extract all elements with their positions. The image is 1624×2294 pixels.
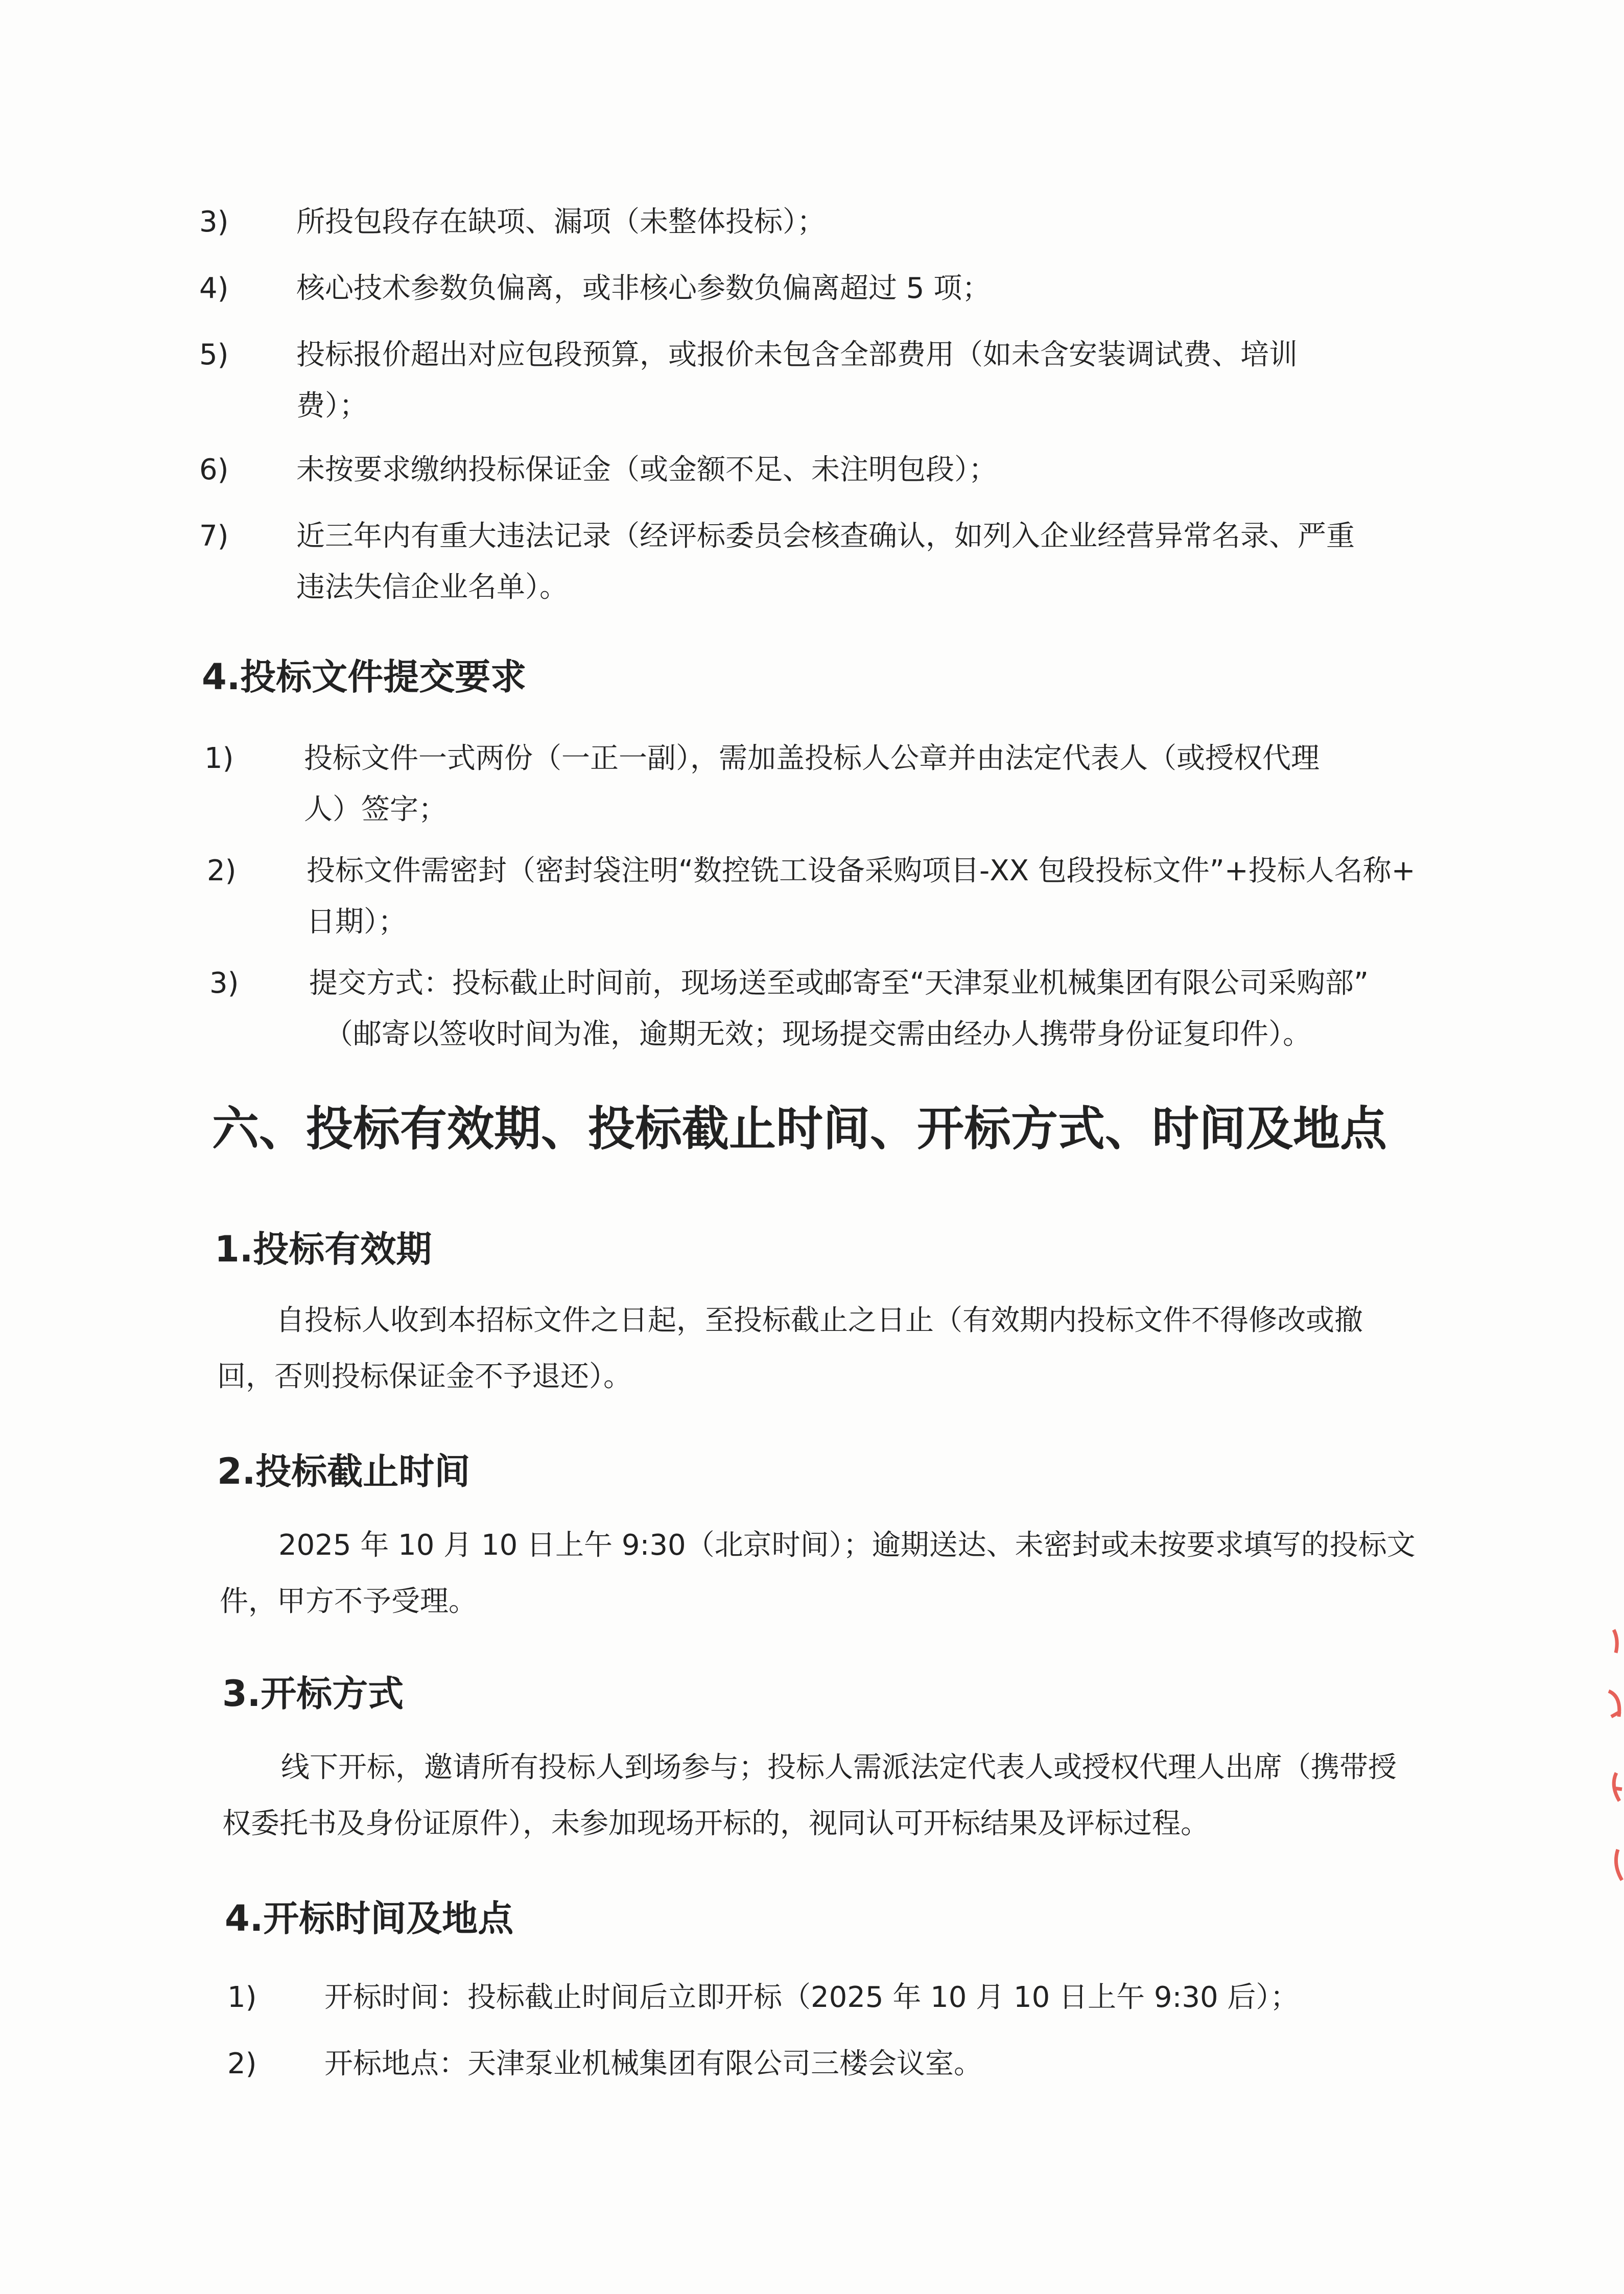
- paragraph-line: 回，否则投标保证金不予退还）。: [217, 1360, 632, 1393]
- item-number: 3): [199, 205, 229, 239]
- item-text: 核心技术参数负偏离，或非核心参数负偏离超过 5 项；: [296, 272, 991, 305]
- item-number: 1): [227, 1981, 257, 2014]
- seal-stamp-icon: [1593, 1625, 1624, 1901]
- item-text: [304, 725, 1530, 843]
- paragraph-line: 线下开标，邀请所有投标人到场参与；投标人需派法定代表人或授权代理人出席（携带授: [281, 1751, 1397, 1784]
- paragraph-line: 权委托书及身份证原件），未参加现场开标的，视同认可开标结果及评标过程。: [222, 1807, 1209, 1840]
- item-number: 7): [199, 520, 229, 553]
- item-number: 1): [204, 742, 234, 775]
- item-text: 开标时间：投标截止时间后立即开标（2025 年 10 月 10 日上午 9:30 后）；: [324, 1981, 1299, 2014]
- item-text-line: 日期）；: [307, 905, 407, 939]
- seal-stroke: [1614, 1773, 1622, 1801]
- item-number: 4): [199, 272, 229, 305]
- paragraph-line: 件，甲方不予受理。: [220, 1585, 477, 1618]
- item-text: [296, 503, 1522, 621]
- paragraph: [220, 1512, 1456, 1635]
- item-text-line: 投标报价超出对应包段预算，或报价未包含全部费用（如未含安装调试费、培训: [296, 338, 1298, 371]
- item-text: 开标地点：天津泵业机械集团有限公司三楼会议室。: [324, 2047, 982, 2080]
- item-text-line: 费）；: [296, 389, 368, 423]
- item-text-line: 违法失信企业名单）。: [296, 571, 568, 604]
- item-text: 未按要求缴纳投标保证金（或金额不足、未注明包段）；: [296, 453, 997, 486]
- item-text-line: （邮寄以签收时间为准，逾期无效；现场提交需由经办人携带身份证复印件）。: [324, 1018, 1311, 1051]
- section-heading: 1.投标有效期: [215, 1228, 432, 1270]
- item-text-line: 人）签字；: [304, 793, 447, 826]
- paragraph-line: 自投标人收到本招标文件之日起，至投标截止之日止（有效期内投标文件不得修改或撤: [276, 1304, 1363, 1337]
- item-number: 3): [209, 967, 239, 1000]
- seal-stroke: [1609, 1691, 1620, 1717]
- item-number: 2): [227, 2047, 257, 2080]
- item-text-line: 近三年内有重大违法记录（经评标委员会核查确认，如列入企业经营异常名录、严重: [296, 520, 1355, 553]
- section-heading: 3.开标方式: [222, 1673, 404, 1715]
- seal-stroke: [1614, 1630, 1617, 1653]
- item-text-line: 提交方式：投标截止时间前，现场送至或邮寄至“天津泵业机械集团有限公司采购部”: [309, 967, 1369, 1000]
- item-text: [296, 322, 1522, 439]
- paragraph: [222, 1735, 1458, 1857]
- item-number: 2): [207, 854, 237, 887]
- section-heading: 4.开标时间及地点: [225, 1898, 514, 1939]
- item-text: 所投包段存在缺项、漏项（未整体投标）；: [296, 205, 826, 239]
- section-heading: 2.投标截止时间: [217, 1450, 470, 1492]
- item-text-line: 投标文件一式两份（一正一副），需加盖投标人公章并由法定代表人（或授权代理: [304, 742, 1320, 775]
- seal-stroke: [1616, 1850, 1622, 1880]
- item-text-line: 投标文件需密封（密封袋注明“数控铣工设备采购项目-XX 包段投标文件”+投标人名称+: [307, 854, 1416, 887]
- chapter-heading: 六、投标有效期、投标截止时间、开标方式、时间及地点: [212, 1102, 1387, 1156]
- paragraph-line: 2025 年 10 月 10 日上午 9:30（北京时间）；逾期送达、未密封或未按要求填写的投标文: [278, 1529, 1416, 1562]
- item-text: [307, 838, 1563, 955]
- paragraph: [217, 1288, 1453, 1410]
- section-heading: 4.投标文件提交要求: [202, 656, 527, 698]
- item-number: 6): [199, 453, 229, 486]
- item-number: 5): [199, 338, 229, 371]
- item-text: [309, 950, 1566, 1068]
